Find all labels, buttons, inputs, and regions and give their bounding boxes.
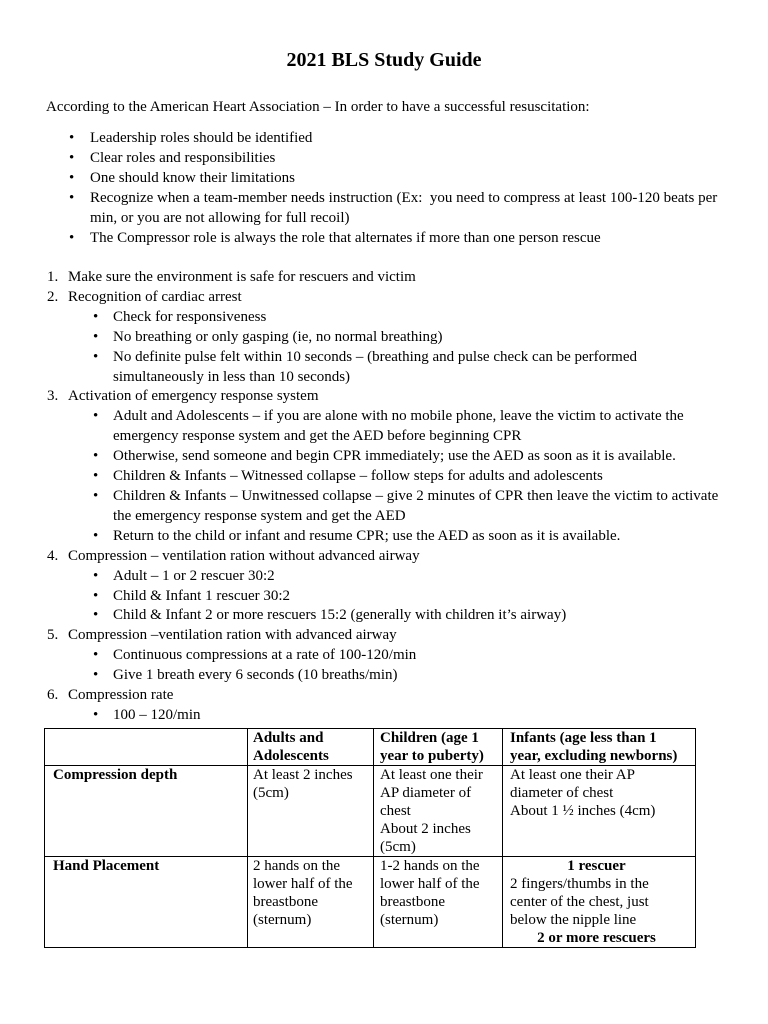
step-bullet-item [46,527,724,547]
step-bullet-text: Continuous compressions at a rate of 100-120/min [113,647,417,664]
step-bullet-text: Children & Infants – Unwitnessed collapse – give 2 minutes of CPR then leave the victim to activate the emergency response system and get the AED [113,487,723,524]
bullet-icon [69,169,79,189]
bullet-icon [93,487,103,507]
cell-text: About 1 ½ inches (4cm) [510,803,656,819]
bullet-icon [93,527,103,547]
cell-text: At least one their AP diameter of chest [380,767,486,819]
step-bullet-item [46,606,724,626]
bullet-icon [93,666,103,686]
bullet-icon [69,149,79,169]
step-text: Make sure the environment is safe for rescuers and victim [68,269,416,285]
step-text: Activation of emergency response system [68,388,319,405]
step-text: Compression –ventilation ration with advanced airway [68,627,397,644]
checklist-item-text: Recognize when a team-member needs instruction (Ex: you need to compress at least 100-120 beats per min, or you are not allowing for full recoil) [90,189,722,226]
step-number: 2. [47,288,59,305]
column-header-children: Children (age 1 year to puberty) [374,729,503,766]
checklist-item-text: Leadership roles should be identified [90,130,313,146]
table-header-row [45,729,696,766]
step-number: 6. [47,687,59,704]
step-bullet-item [46,447,724,467]
checklist-item-text: Clear roles and responsibilities [90,149,276,166]
step-bullet-text: Give 1 breath every 6 seconds (10 breaths/min) [113,667,398,684]
step-bullet-text: Otherwise, send someone and begin CPR immediately; use the AED as soon as it is available. [113,448,676,465]
step-6 [46,686,724,706]
column-header-adults: Adults and Adolescents [248,729,374,766]
step-bullet-text: Adult – 1 or 2 rescuer 30:2 [113,567,275,584]
bullet-icon [93,646,103,666]
step-bullet-text: No definite pulse felt within 10 seconds – (breathing and pulse check can be performed simultaneously in less than 10 seconds) [113,348,641,385]
step-5 [46,626,724,646]
step-bullet-item [46,487,724,527]
step-number: 1. [47,269,59,285]
bullet-icon [93,348,103,368]
step-bullet-text: Child & Infant 2 or more rescuers 15:2 (generally with children it’s airway) [113,607,567,624]
cell-text: At least 2 inches (5cm) [253,767,357,801]
bullet-icon [93,447,103,467]
step-bullet-item [46,328,724,348]
bullet-icon [93,567,103,587]
bullet-icon [93,587,103,607]
bullet-icon [93,407,103,427]
step-4 [46,547,724,567]
step-bullet-text: Children & Infants – Witnessed collapse – follow steps for adults and adolescents [113,468,603,485]
step-bullet-item [46,348,724,388]
cell-text: 2 fingers/thumbs in the center of the chest, just below the nipple line [510,876,653,928]
cell-infants-compression-depth [503,766,696,857]
bullet-icon [69,129,79,149]
cell-subheading-one-rescuer: 1 rescuer [567,858,626,874]
step-bullet-text: Check for responsiveness [113,308,267,325]
step-bullet-text: Child & Infant 1 rescuer 30:2 [113,587,291,604]
cell-infants-hand-placement [503,857,696,948]
cell-text: At least one their AP diameter of chest [510,767,639,801]
intro-paragraph: According to the American Heart Association – In order to have a successful resuscitation: [46,99,590,115]
step-bullet-item [46,467,724,487]
cell-text: About 2 inches (5cm) [380,821,475,855]
bls-steps-list [46,268,724,726]
step-number: 5. [47,627,59,644]
cell-subheading-two-or-more-rescuers: 2 or more rescuers [537,930,656,946]
bullet-icon [93,308,103,328]
resuscitation-checklist [46,129,724,248]
bullet-icon [93,706,103,726]
column-header-infants: Infants (age less than 1 year, excluding newborns) [503,729,696,766]
checklist-item-text: One should know their limitations [90,169,295,186]
bullet-icon [93,328,103,348]
cell-text: 2 hands on the lower half of the breastbone (sternum) [253,858,357,928]
step-bullet-item [46,587,724,607]
step-bullet-item [46,407,724,447]
cpr-comparison-table [44,728,696,948]
cell-children-compression-depth [374,766,503,857]
bullet-icon [69,189,79,209]
row-label-hand-placement: Hand Placement [45,857,248,948]
checklist-item [46,189,724,229]
step-1 [46,268,724,288]
table-corner-cell [45,729,248,766]
checklist-item [46,229,724,249]
checklist-item [46,129,724,149]
step-bullet-item [46,706,724,726]
step-number: 4. [47,547,59,564]
table-row-compression-depth [45,766,696,857]
step-bullet-text: 100 – 120/min [113,706,201,723]
step-bullet-item [46,567,724,587]
step-bullet-item [46,666,724,686]
cell-text: 1-2 hands on the lower half of the breastbone (sternum) [380,858,484,928]
bullet-icon [69,229,79,249]
bullet-icon [93,467,103,487]
cell-adults-hand-placement [248,857,374,948]
bullet-icon [93,606,103,626]
cell-children-hand-placement [374,857,503,948]
step-text: Compression – ventilation ration without advanced airway [68,547,420,564]
checklist-item [46,149,724,169]
step-number: 3. [47,388,59,405]
step-bullet-text: No breathing or only gasping (ie, no normal breathing) [113,328,443,345]
table-row-hand-placement [45,857,696,948]
row-label-compression-depth: Compression depth [45,766,248,857]
checklist-item-text: The Compressor role is always the role that alternates if more than one person rescue [90,229,601,246]
document-title: 2021 BLS Study Guide [286,49,482,71]
step-bullet-text: Adult and Adolescents – if you are alone with no mobile phone, leave the victim to activate the emergency response system and get the AED before beginning CPR [113,408,688,445]
step-bullet-item [46,308,724,328]
step-bullet-item [46,646,724,666]
step-text: Recognition of cardiac arrest [68,288,242,305]
cell-adults-compression-depth [248,766,374,857]
checklist-item [46,169,724,189]
step-2 [46,288,724,308]
step-3 [46,387,724,407]
step-text: Compression rate [68,687,174,704]
step-bullet-text: Return to the child or infant and resume CPR; use the AED as soon as it is available. [113,527,621,544]
